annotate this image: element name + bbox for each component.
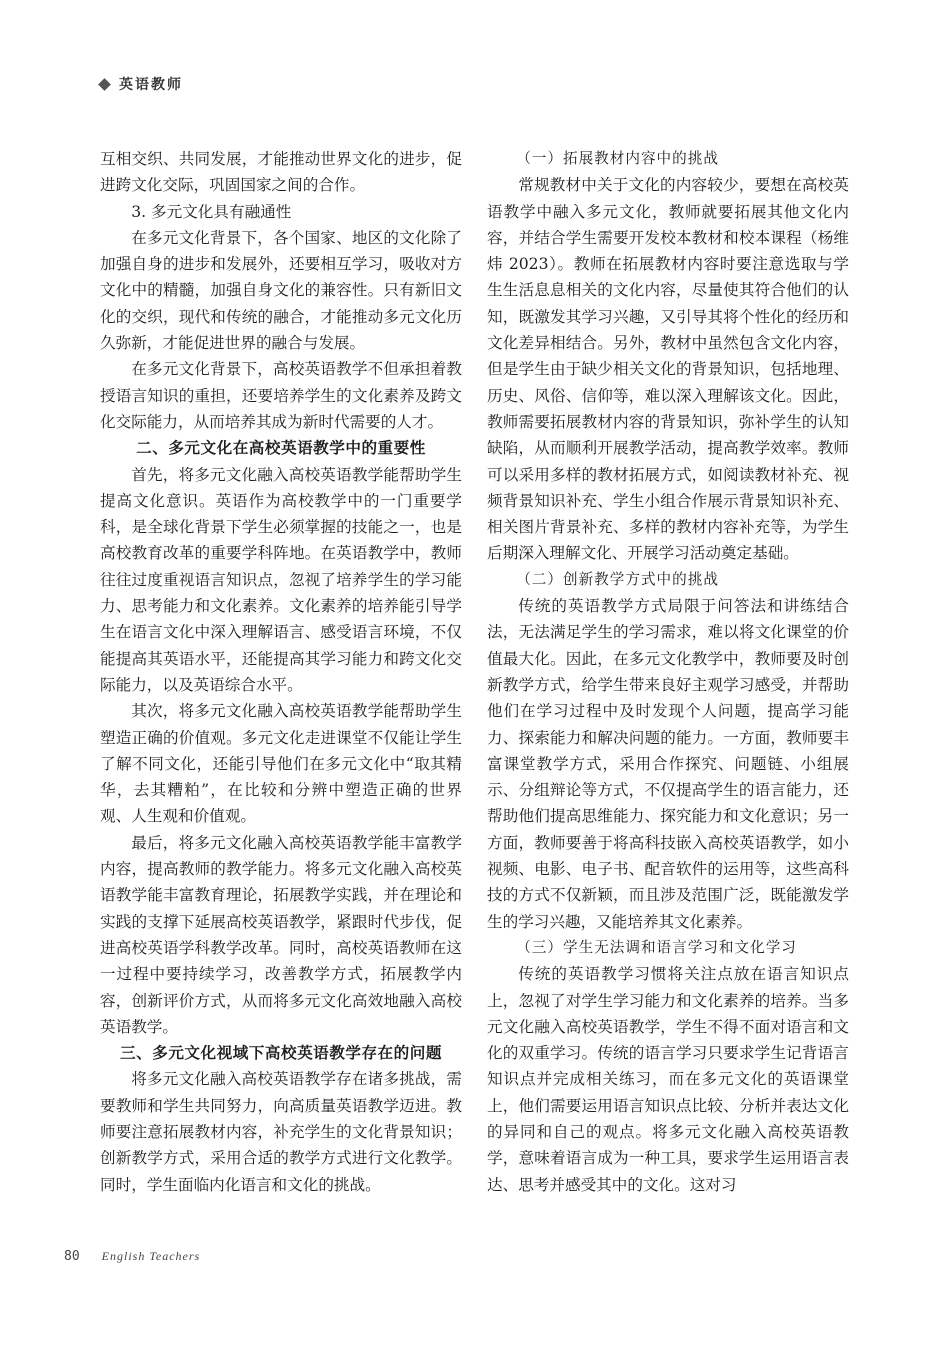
paragraph: 其次，将多元文化融入高校英语教学能帮助学生塑造正确的价值观。多元文化走进课堂不仅能让学生了解不同文化，还能引导他们在多元文化中“取其精华，去其糟粕”，在比较和分辨中塑造正确的世界观、人生观和价值观。 (100, 702, 462, 826)
section-heading: 三、多元文化视域下高校英语教学存在的问题 (120, 1044, 442, 1063)
journal-title-header: 英语教师 (119, 77, 183, 93)
page-number: 80 (64, 1249, 80, 1264)
paragraph: 在多元文化背景下，高校英语教学不但承担着教授语言知识的重担，还要培养学生的文化素养及跨文化交际能力，从而培养其成为新时代需要的人才。 (100, 360, 462, 431)
left-column (100, 146, 462, 1198)
paragraph: 最后，将多元文化融入高校英语教学能丰富教学内容，提高教师的教学能力。将多元文化融入高校英语教学能丰富教育理论，拓展教学实践，并在理论和实践的支撑下延展高校英语教学，紧跟时代步伐，促进高校英语学科教学改革。同时，高校英语教师在这一过程中要持续学习，改善教学方式，拓展教学内容，创新评价方式，从而将多元文化高效地融入高校英语教学。 (100, 833, 462, 1036)
page-footer (64, 1249, 200, 1264)
paragraph: 常规教材中关于文化的内容较少，要想在高校英语教学中融入多元文化，教师就要拓展其他文化内容，并结合学生需要开发校本教材和校本课程（杨维炜 2023）。教师在拓展教材内容时要注意选取与学生生活息息相关的文化内容，尽量使其符合他们的认知，既激发其学习兴趣，又引导其将个性化的经历和文化差异相结合。另外，教材中虽然包含文化内容，但是学生由于缺少相关文化的背景知识，包括地理、历史、风俗、信仰等，难以深入理解该文化。因此，教师需要拓展教材内容的背景知识，弥补学生的认知缺陷，从而顺利开展教学活动，提高教学效率。教师可以采用多样的教材拓展方式，如阅读教材补充、视频背景知识补充、学生小组合作展示背景知识补充、相关图片背景补充、多样的教材内容补充等，为学生后期深入理解文化、开展学习活动奠定基础。 (487, 176, 849, 563)
running-header (100, 74, 183, 94)
paragraph: 首先，将多元文化融入高校英语教学能帮助学生提高文化意识。英语作为高校教学中的一门重要学科，是全球化背景下学生必须掌握的技能之一，也是高校教育改革的重要学科阵地。在英语教学中，教师往往过度重视语言知识点，忽视了培养学生的学习能力、思考能力和文化素养。文化素养的培养能引导学生在语言文化中深入理解语言、感受语言环境，不仅能提高其英语水平，还能提高其学习能力和跨文化交际能力，以及英语综合水平。 (100, 465, 462, 694)
paragraph: 传统的英语教学习惯将关注点放在语言知识点上，忽视了对学生学习能力和文化素养的培养。当多元文化融入高校英语教学，学生不得不面对语言和文化的双重学习。传统的语言学习只要求学生记背语言知识点并完成相关练习，而在多元文化的英语课堂上，他们需要运用语言知识点比较、分析并表达文化的异同和自己的观点。将多元文化融入高校英语教学，意味着语言成为一种工具，要求学生运用语言表达、思考并感受其中的文化。这对习 (487, 965, 849, 1194)
paragraph: 将多元文化融入高校英语教学存在诸多挑战，需要教师和学生共同努力，向高质量英语教学迈进。教师要注意拓展教材内容，补充学生的文化背景知识；创新教学方式，采用合适的教学方式进行文化教学。同时，学生面临内化语言和文化的挑战。 (100, 1070, 462, 1194)
subsection-heading: （三）学生无法调和语言学习和文化学习 (516, 938, 797, 956)
paragraph: 在多元文化背景下，各个国家、地区的文化除了加强自身的进步和发展外，还要相互学习，吸收对方文化中的精髓，加强自身文化的兼容性。只有新旧文化的交织，现代和传统的融合，才能推动多元文化历久弥新，才能促进世界的融合与发展。 (100, 228, 462, 353)
paragraph: 传统的英语教学方式局限于问答法和讲练结合法，无法满足学生的学习需求，难以将文化课堂的价值最大化。因此，在多元文化教学中，教师要及时创新教学方式，给学生带来良好主观学习感受，并帮助他们在学习过程中及时发现个人问题，提高学习能力、探索能力和解决问题的能力。一方面，教师要丰富课堂教学方式，采用合作探究、问题链、小组展示、分组辩论等方式，不仅提高学生的语言能力，还帮助他们提高思维能力、探究能力和文化意识；另一方面，教师要善于将高科技嵌入高校英语教学，如小视频、电影、电子书、配音软件的运用等，这些高科技的方式不仅新颖，而且涉及范围广泛，既能激发学生的学习兴趣，又能培养其文化素养。 (487, 597, 849, 931)
right-column (487, 146, 849, 1198)
subheading: 3. 多元文化具有融通性 (131, 202, 292, 221)
subsection-heading: （二）创新教学方式中的挑战 (516, 570, 719, 588)
journal-name-footer: English Teachers (101, 1249, 201, 1263)
subsection-heading: （一）拓展教材内容中的挑战 (516, 150, 719, 167)
paragraph: 互相交织、共同发展，才能推动世界文化的进步，促进跨文化交际，巩固国家之间的合作。 (100, 150, 462, 195)
diamond-icon (98, 78, 111, 91)
section-heading: 二、多元文化在高校英语教学中的重要性 (136, 439, 426, 458)
